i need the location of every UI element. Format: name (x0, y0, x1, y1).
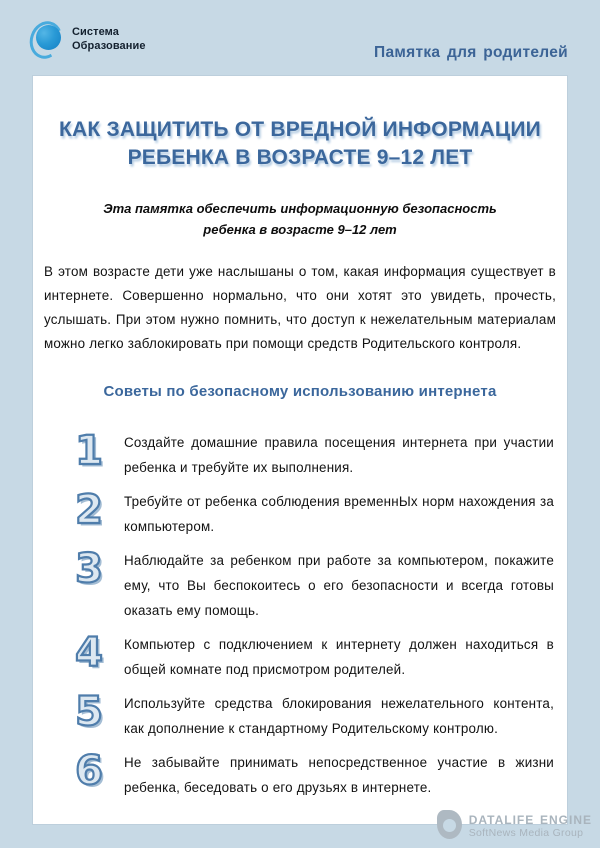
section-heading: Советы по безопасному использованию интернета (103, 382, 497, 400)
watermark-text (469, 810, 592, 839)
leaflet-card (33, 76, 567, 824)
watermark-subtitle: SoftNews Media Group (468, 826, 584, 839)
title-line-1: КАК ЗАЩИТИТЬ ОТ ВРЕДНОЙ ИНФОРМАЦИИ (59, 118, 541, 142)
tip-text: Компьютер с подключением к интернету должен находиться в общей комнате под присмотром родителей. (124, 636, 554, 677)
page-title (44, 116, 556, 173)
list-item (68, 427, 556, 480)
list-item (68, 486, 556, 539)
tip-text: Не забывайте принимать непосредственное участие в жизни ребенка, беседовать о его друзьях в интернете. (124, 754, 554, 795)
tip-text: Наблюдайте за ребенком при работе за компьютером, покажите ему, что Вы беспокоитесь о его безопасности и всегда готовы оказать ему помощь. (124, 552, 554, 618)
brand-line-1: Система (72, 25, 119, 38)
list-item (68, 545, 556, 623)
datalife-d-icon (437, 810, 462, 839)
tip-text: Используйте средства блокирования нежелательного контента, как дополнение к стандартному Родительскому контролю. (124, 695, 554, 736)
brand-line-2: Образование (72, 40, 146, 52)
tip-number-badge: 6 (75, 747, 103, 794)
list-item (68, 688, 556, 741)
list-item (68, 747, 556, 800)
tip-text: Создайте домашние правила посещения интернета при участии ребенка и требуйте их выполнения. (124, 434, 554, 475)
brand-name (72, 25, 146, 54)
document-kind-label: Памятка для родителей (374, 44, 568, 61)
tips-list (68, 427, 556, 800)
page-header (30, 20, 568, 62)
globe-swoosh-icon (30, 20, 64, 58)
globe-icon (36, 25, 61, 50)
watermark (437, 810, 592, 839)
tip-text: Требуйте от ребенка соблюдения временнЫх норм нахождения за компьютером. (124, 493, 554, 534)
subtitle-line-2: ребенка в возрасте 9–12 лет (203, 222, 397, 238)
tip-number-badge: 4 (75, 629, 103, 676)
watermark-title: datalife engine (468, 809, 592, 829)
subtitle (44, 198, 556, 241)
brand-logo (30, 20, 146, 58)
tip-number-badge: 3 (75, 545, 103, 592)
list-item (68, 629, 556, 682)
subtitle-line-1: Эта памятка обеспечить информационную безопасность (103, 200, 497, 216)
intro-paragraph: В этом возрасте дети уже наслышаны о том, какая информация существует в интернете. Совершенно нормально, что они хотят это увидеть, прочесть, услышать. При этом нужно помнить, что доступ к нежелательным материалам можно легко заблокировать при помощи средств Родительского контроля. (44, 263, 556, 351)
tip-number-badge: 1 (75, 427, 103, 474)
tip-number-badge: 2 (75, 486, 103, 533)
title-line-2: РЕБЕНКА В ВОЗРАСТЕ 9–12 ЛЕТ (127, 146, 473, 170)
tip-number-badge: 5 (75, 688, 103, 735)
